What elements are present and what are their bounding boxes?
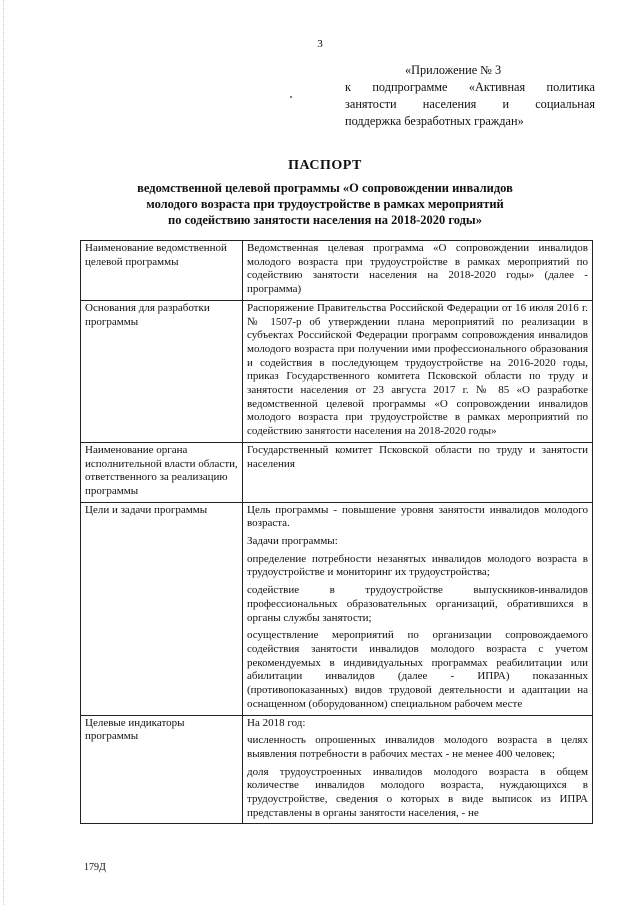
appendix-line: занятости населения и социальная bbox=[345, 97, 595, 111]
document-heading bbox=[60, 158, 590, 228]
row-label: Наименование органа исполнительной власти области, ответственного за реализацию программы bbox=[81, 442, 243, 502]
document-subtitle-line: по содействию занятости населения на 2018-2020 годы» bbox=[168, 213, 482, 227]
row-paragraph: Задачи программы: bbox=[247, 535, 338, 548]
row-paragraph: На 2018 год: bbox=[247, 716, 306, 729]
row-paragraph: определение потребности незанятых инвалидов молодого возраста в трудоустройстве и мониторинг их трудоустройства; bbox=[247, 552, 588, 579]
row-label: Основания для разработки программы bbox=[81, 300, 243, 442]
row-value bbox=[243, 502, 593, 715]
row-value bbox=[243, 715, 593, 824]
appendix-title: «Приложение № 3 bbox=[405, 63, 502, 77]
scan-speck bbox=[290, 96, 292, 98]
row-value bbox=[243, 442, 593, 502]
table-row bbox=[81, 442, 593, 502]
row-paragraph: доля трудоустроенных инвалидов молодого возраста в общем количестве инвалидов молодого возраста, нуждающихся в трудоустройстве, сведения о которых в виде выписок из ИПРА представлены в органы занятости населения, - не bbox=[247, 765, 588, 819]
row-paragraph: Распоряжение Правительства Российской Федерации от 16 июля 2016 г. № 1507-р об утверждении плана мероприятий по реализации в субъектах Российской Федерации программ сопровождения инвалидов молодого возраста при получении ими профессионального образования и содействия в последующем трудоустройстве на 2016-2020 годы, приказ Государственного комитета Псковской области по труду и занятости населения от 23 августа 2017 г. № 85 «О разработке ведомственной целевой программы «О сопровождении инвалидов молодого возраста при трудоустройстве в рамках мероприятий по содействию занятости населения на 2018-2020 годы» bbox=[247, 301, 588, 438]
scan-edge-line bbox=[3, 0, 5, 905]
table-row bbox=[81, 502, 593, 715]
table-row bbox=[81, 241, 593, 301]
row-paragraph: содействие в трудоустройстве выпускников-инвалидов профессиональных образовательных организаций, обратившихся в органы службы занятости; bbox=[247, 584, 588, 624]
row-label: Цели и задачи программы bbox=[81, 502, 243, 715]
footer-code: 179Д bbox=[84, 862, 106, 873]
passport-table bbox=[80, 240, 593, 824]
appendix-block bbox=[345, 62, 595, 130]
row-paragraph: численность опрошенных инвалидов молодого возраста в целях выявления потребности в рабочих местах - не менее 400 человек; bbox=[247, 734, 588, 760]
table-row bbox=[81, 300, 593, 442]
row-paragraph: Государственный комитет Псковской области по труду и занятости населения bbox=[247, 443, 588, 470]
row-label: Целевые индикаторы программы bbox=[81, 715, 243, 824]
row-paragraph: осуществление мероприятий по организации сопровождаемого содействия занятости инвалидов молодого возраста с учетом рекомендуемых в индивидуальных программах реабилитации или абилитации инвалидов (далее - ИПРА) показанных (противопоказанных) видов трудовой деятельности и адаптации на оснащенном (оборудованном) специальном рабочем месте bbox=[247, 629, 588, 710]
appendix-line: поддержка безработных граждан» bbox=[345, 114, 524, 128]
page-number: 3 bbox=[317, 38, 323, 50]
row-value bbox=[243, 241, 593, 301]
document-subtitle-line: ведомственной целевой программы «О сопровождении инвалидов bbox=[137, 181, 513, 195]
row-paragraph: Цель программы - повышение уровня занятости инвалидов молодого возраста. bbox=[247, 503, 588, 530]
row-label: Наименование ведомственной целевой программы bbox=[81, 241, 243, 301]
appendix-line: к подпрограмме «Активная политика bbox=[345, 80, 595, 94]
document-title: ПАСПОРТ bbox=[288, 158, 362, 173]
row-value bbox=[243, 300, 593, 442]
row-paragraph: Ведомственная целевая программа «О сопровождении инвалидов молодого возраста при трудоустройстве в рамках мероприятий по содействию занятости населения на 2018-2020 годы» (далее - программа) bbox=[247, 242, 588, 296]
table-row bbox=[81, 715, 593, 824]
document-subtitle-line: молодого возраста при трудоустройстве в рамках мероприятий bbox=[146, 197, 504, 211]
